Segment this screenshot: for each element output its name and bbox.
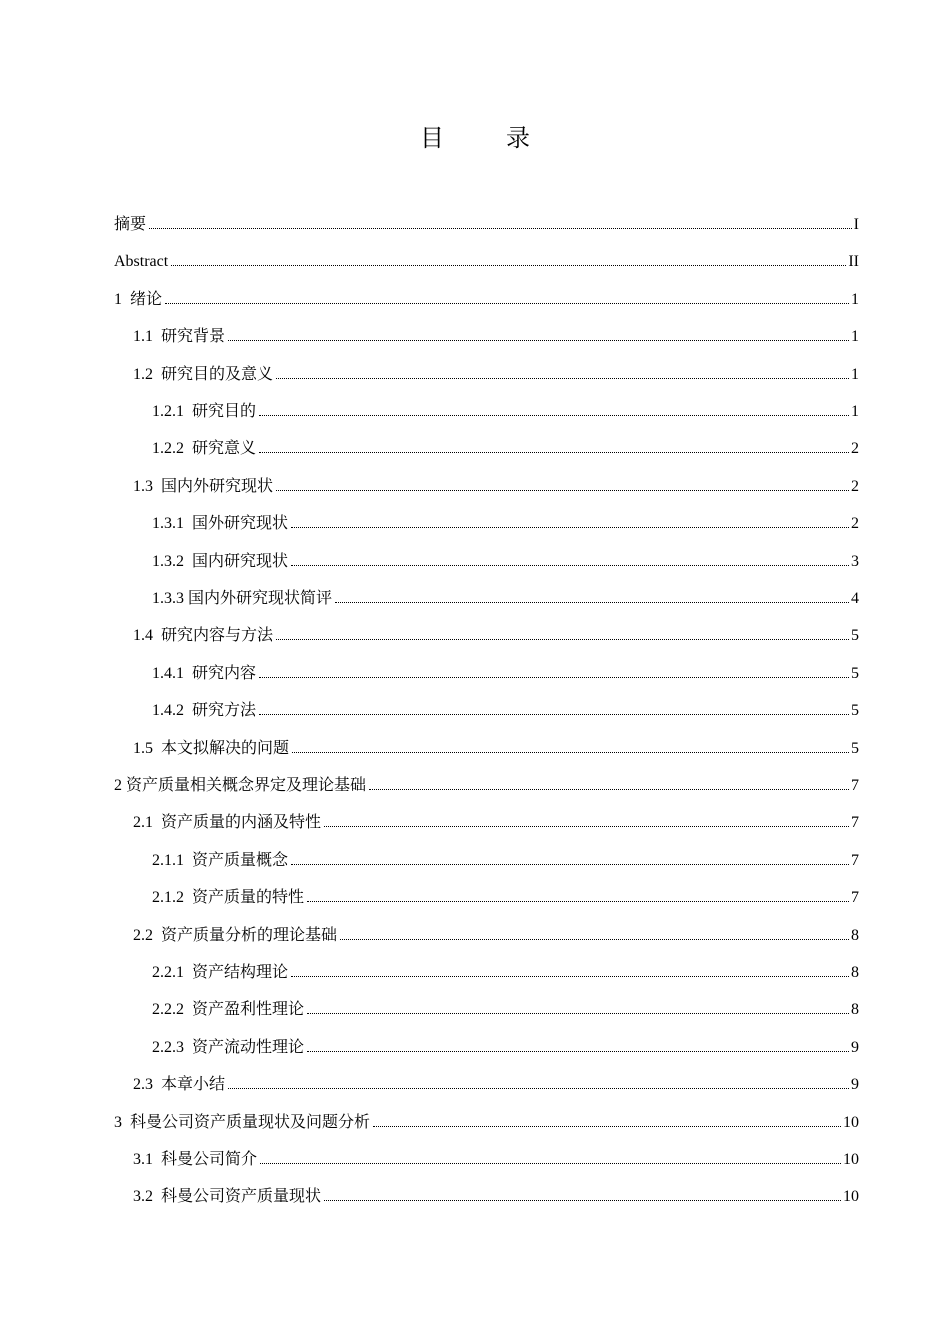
toc-entry[interactable] (133, 476, 859, 498)
toc-entry[interactable] (152, 999, 859, 1021)
toc-entry[interactable] (114, 251, 859, 273)
toc-entry[interactable] (152, 551, 859, 573)
toc-entry-number: 1.3.1 (152, 515, 192, 533)
toc-entry-title: 国内外研究现状简评 (188, 590, 333, 607)
toc-entry-page: 8 (851, 1001, 859, 1019)
toc-entry-title: 国内外研究现状 (161, 477, 274, 495)
toc-entry-number: 2.2.2 (152, 1001, 192, 1019)
toc-leader-dots (149, 227, 852, 229)
toc-leader-dots (276, 489, 849, 491)
toc-entry[interactable] (133, 326, 859, 348)
toc-leader-dots (259, 451, 849, 453)
page-title: 目 录 (420, 126, 558, 152)
toc-entry-page: 7 (851, 777, 859, 794)
toc-entry-title: 科曼公司简介 (161, 1151, 258, 1168)
toc-entry-page: 2 (851, 477, 859, 495)
toc-leader-dots (369, 788, 849, 790)
toc-leader-dots (307, 1012, 849, 1014)
toc-leader-dots (259, 414, 849, 416)
toc-entry-number: 3.1 (133, 1151, 161, 1168)
toc-entry-number: 1.2.2 (152, 440, 192, 458)
toc-entry[interactable] (133, 812, 859, 834)
toc-entry-number: 3 (114, 1113, 130, 1131)
toc-entry-title: 科曼公司资产质量现状 (161, 1188, 322, 1206)
toc-entry-page: 3 (851, 552, 859, 570)
toc-entry[interactable] (114, 1112, 859, 1134)
toc-entry[interactable] (133, 1074, 859, 1096)
toc-entry-title: 资产流动性理论 (192, 1038, 305, 1056)
toc-entry-number: 2.2.3 (152, 1038, 192, 1056)
toc-entry[interactable] (152, 887, 859, 909)
toc-entry[interactable] (133, 625, 859, 647)
toc-entry-title: 科曼公司资产质量现状及问题分析 (130, 1113, 371, 1131)
toc-leader-dots (276, 377, 849, 379)
toc-entry-page: 1 (851, 290, 859, 308)
toc-entry-number: 1.4.1 (152, 664, 192, 682)
toc-entry-title: 本文拟解决的问题 (161, 739, 290, 757)
toc-entry-page: 7 (851, 814, 859, 832)
toc-leader-dots (276, 638, 849, 640)
toc-entry-number: 1.4.2 (152, 702, 192, 720)
toc-entry[interactable] (152, 588, 859, 610)
toc-entry-title: 研究内容 (192, 664, 257, 682)
toc-leader-dots (171, 264, 846, 266)
toc-entry-page: 2 (851, 440, 859, 458)
toc-entry-title: Abstract (114, 253, 169, 271)
toc-entry-title: 国内研究现状 (192, 552, 289, 570)
toc-leader-dots (291, 863, 849, 865)
toc-leader-dots (324, 1199, 841, 1201)
toc-leader-dots (291, 564, 849, 566)
toc-entry-number: 1.5 (133, 739, 161, 757)
toc-leader-dots (228, 1087, 849, 1089)
toc-entry[interactable] (114, 214, 859, 236)
toc-entry-title: 国外研究现状 (192, 515, 289, 533)
toc-entry-number: 2.2 (133, 926, 161, 944)
toc-entry-page: 1 (851, 328, 859, 346)
toc-leader-dots (259, 713, 849, 715)
toc-entry-title: 资产质量分析的理论基础 (161, 926, 338, 944)
toc-leader-dots (291, 526, 849, 528)
toc-entry[interactable] (114, 289, 859, 311)
toc-entry-number: 2.1 (133, 814, 161, 832)
toc-entry-number: 2 (114, 777, 126, 794)
toc-entry-page: 7 (851, 889, 859, 907)
toc-entry-page: 8 (851, 964, 859, 981)
toc-entry-page: II (848, 253, 859, 271)
toc-entry-title: 资产质量相关概念界定及理论基础 (126, 777, 367, 794)
toc-entry-title: 本章小结 (161, 1076, 226, 1094)
toc-entry[interactable] (133, 364, 859, 386)
toc-leader-dots (324, 825, 849, 827)
toc-entry-title: 资产结构理论 (192, 964, 289, 981)
toc-entry[interactable] (152, 401, 859, 423)
toc-entry-page: 5 (851, 664, 859, 682)
toc-entry-number: 1.2 (133, 365, 161, 383)
toc-entry-page: 9 (851, 1038, 859, 1056)
toc-leader-dots (307, 1050, 849, 1052)
toc-leader-dots (228, 339, 849, 341)
toc-entry-number: 2.3 (133, 1076, 161, 1094)
toc-entry-page: 10 (843, 1151, 859, 1168)
toc-entry[interactable] (152, 700, 859, 722)
toc-leader-dots (259, 676, 849, 678)
toc-entry-page: 5 (851, 627, 859, 645)
toc-leader-dots (291, 975, 849, 977)
toc-leader-dots (260, 1162, 841, 1164)
toc-entry-title: 绪论 (130, 290, 163, 308)
toc-entry-page: 7 (851, 851, 859, 869)
toc-entry-title: 研究内容与方法 (161, 627, 274, 645)
toc-leader-dots (307, 900, 849, 902)
toc-entry[interactable] (152, 1037, 859, 1059)
toc-entry[interactable] (152, 513, 859, 535)
toc-entry-title: 资产质量的内涵及特性 (161, 814, 322, 832)
toc-entry-page: 9 (851, 1076, 859, 1094)
toc-entry-number: 1.3.2 (152, 552, 192, 570)
toc-entry-title: 研究背景 (161, 328, 226, 346)
toc-entry[interactable] (152, 962, 859, 984)
toc-entry-number: 3.2 (133, 1188, 161, 1206)
toc-entry-number: 2.1.1 (152, 851, 192, 869)
toc-entry-page: 1 (851, 365, 859, 383)
toc-entry[interactable] (152, 663, 859, 685)
toc-entry-page: 10 (843, 1113, 859, 1131)
toc-entry-title: 研究目的 (192, 403, 257, 420)
toc-entry-title: 资产盈利性理论 (192, 1001, 305, 1019)
toc-entry[interactable] (114, 775, 859, 797)
toc-entry-title: 摘要 (114, 216, 147, 233)
toc-leader-dots (373, 1125, 841, 1127)
toc-entry-number: 1.1 (133, 328, 161, 346)
toc-entry-title: 资产质量概念 (192, 851, 289, 869)
toc-entry-number: 1.3.3 (152, 590, 188, 607)
toc-entry[interactable] (133, 738, 859, 760)
toc-leader-dots (335, 601, 849, 603)
toc-leader-dots (340, 938, 849, 940)
toc-entry-page: 8 (851, 926, 859, 944)
toc-entry-title: 资产质量的特性 (192, 889, 305, 907)
toc-entry-number: 2.1.2 (152, 889, 192, 907)
toc-entry-title: 研究方法 (192, 702, 257, 720)
toc-entry-number: 1.4 (133, 627, 161, 645)
toc-entry[interactable] (152, 438, 859, 460)
toc-leader-dots (292, 751, 849, 753)
toc-entry-page: I (853, 216, 859, 233)
toc-entry-number: 1.2.1 (152, 403, 192, 420)
toc-entry-page: 5 (851, 702, 859, 720)
toc-entry-page: 10 (843, 1188, 859, 1206)
toc-entry-number: 2.2.1 (152, 964, 192, 981)
toc-entry[interactable] (133, 925, 859, 947)
toc-entry-page: 4 (851, 590, 859, 607)
toc-entry[interactable] (133, 1149, 859, 1171)
toc-entry-number: 1.3 (133, 477, 161, 495)
toc-entry[interactable] (152, 850, 859, 872)
toc-entry-title: 研究目的及意义 (161, 365, 274, 383)
toc-entry[interactable] (133, 1186, 859, 1208)
toc-leader-dots (165, 302, 849, 304)
toc-entry-title: 研究意义 (192, 440, 257, 458)
toc-entry-page: 1 (851, 403, 859, 420)
toc-entry-number: 1 (114, 290, 130, 308)
toc-entry-page: 5 (851, 739, 859, 757)
toc-entry-page: 2 (851, 515, 859, 533)
